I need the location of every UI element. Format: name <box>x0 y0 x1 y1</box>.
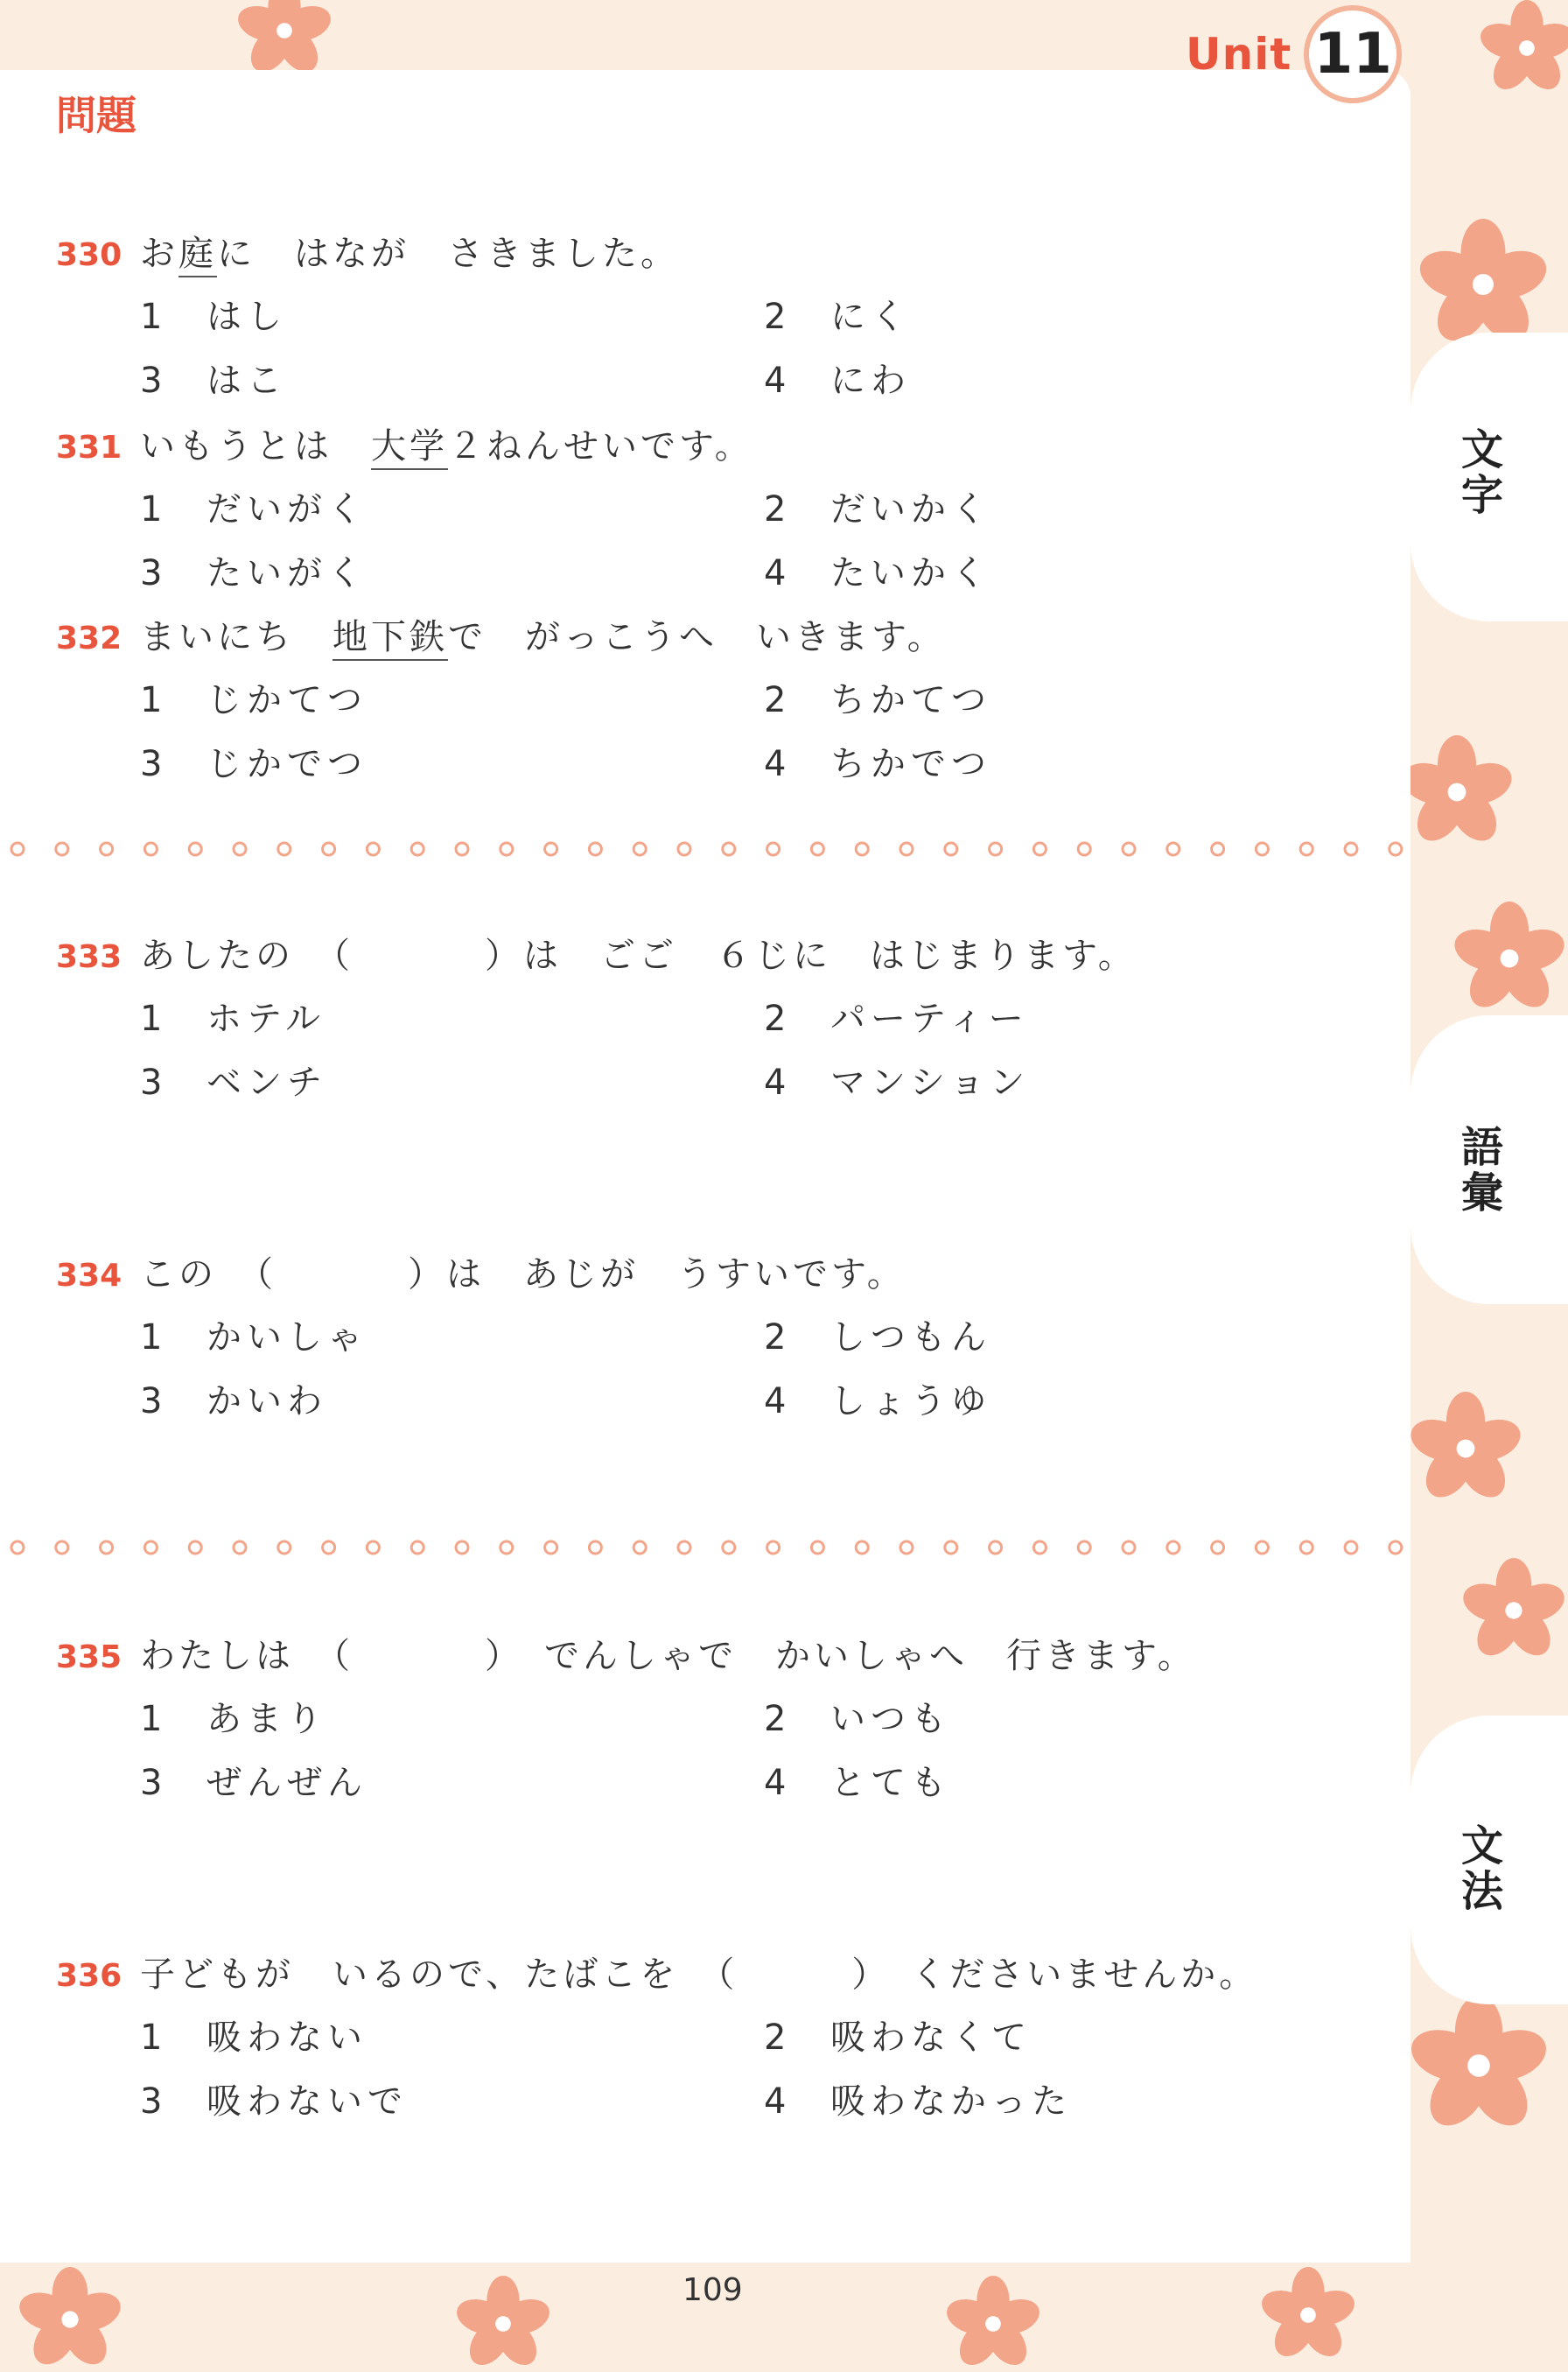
option-4[interactable]: 4 吸わなかった <box>764 2081 1072 2122</box>
option-3[interactable]: 3 じかでつ <box>140 744 368 784</box>
question-number: 333 <box>56 939 122 975</box>
option-1[interactable]: 1 はし <box>140 297 287 337</box>
dotted-divider <box>9 1537 1409 1558</box>
options-331 <box>140 481 1278 609</box>
option-2[interactable]: 2 ちかてつ <box>764 680 991 720</box>
question-stem: お庭に はなが さきました。 <box>140 234 679 277</box>
question-number: 330 <box>56 237 122 273</box>
question-number: 334 <box>56 1258 122 1294</box>
option-1[interactable]: 1 かいしゃ <box>140 1317 368 1358</box>
option-4[interactable]: 4 たいかく <box>764 553 991 593</box>
option-1[interactable]: 1 じかてつ <box>140 680 368 720</box>
question-333 <box>56 928 1137 978</box>
question-335 <box>56 1628 1196 1678</box>
question-stem: この （ ）は あじが うすいです。 <box>140 1254 906 1295</box>
option-2[interactable]: 2 パーティー <box>764 999 1029 1039</box>
question-number: 336 <box>56 1958 122 1994</box>
option-2[interactable]: 2 だいかく <box>764 489 991 530</box>
option-2[interactable]: 2 しつもん <box>764 1317 991 1358</box>
question-330 <box>56 226 679 276</box>
unit-badge <box>1186 7 1402 102</box>
option-2[interactable]: 2 吸わなくて <box>764 2018 1032 2058</box>
sakura-flower-icon <box>1452 902 1566 1015</box>
sakura-flower-icon <box>1260 2267 1356 2363</box>
sakura-flower-icon <box>1400 735 1514 849</box>
option-4[interactable]: 4 とても <box>764 1763 951 1803</box>
side-label-goi: 語彙 <box>1460 1123 1503 1218</box>
option-1[interactable]: 1 だいがく <box>140 489 368 530</box>
sakura-flower-icon <box>1409 1996 1549 2136</box>
question-stem: 子どもが いるので、たばこを （ ） くださいませんか。 <box>140 1954 1258 1995</box>
sakura-flower-icon <box>18 2267 122 2372</box>
question-stem: わたしは （ ） でんしゃで かいしゃへ 行きます。 <box>140 1636 1196 1676</box>
options-335 <box>140 1691 1278 1819</box>
options-330 <box>140 289 1278 417</box>
unit-label: Unit <box>1186 29 1292 80</box>
options-336 <box>140 2010 1278 2137</box>
option-2[interactable]: 2 にく <box>764 297 911 337</box>
question-number: 335 <box>56 1639 122 1675</box>
question-stem: いもうとは 大学２ねんせいです。 <box>140 426 753 470</box>
option-4[interactable]: 4 にわ <box>764 361 911 401</box>
underlined-word: 大学 <box>371 426 448 470</box>
option-1[interactable]: 1 あまり <box>140 1699 327 1739</box>
option-3[interactable]: 3 はこ <box>140 361 287 401</box>
side-label-moji: 文字 <box>1460 425 1503 520</box>
question-332 <box>56 609 946 659</box>
option-3[interactable]: 3 吸わないで <box>140 2081 408 2122</box>
option-3[interactable]: 3 かいわ <box>140 1381 327 1421</box>
question-stem: まいにち 地下鉄で がっこうへ いきます。 <box>140 617 946 661</box>
question-number: 332 <box>56 621 122 656</box>
sakura-flower-icon <box>1461 1558 1566 1663</box>
question-331 <box>56 418 753 468</box>
underlined-word: 地下鉄 <box>332 617 448 661</box>
unit-number: 11 <box>1304 5 1402 103</box>
option-3[interactable]: 3 ベンチ <box>140 1063 327 1103</box>
side-label-bunpou: 文法 <box>1460 1821 1503 1916</box>
question-334 <box>56 1246 906 1296</box>
question-stem: あしたの （ ）は ごご ６じに はじまります。 <box>140 936 1137 976</box>
options-332 <box>140 672 1278 800</box>
option-3[interactable]: 3 ぜんぜん <box>140 1763 368 1803</box>
option-2[interactable]: 2 いつも <box>764 1699 951 1739</box>
section-title: 問題 <box>56 92 136 139</box>
sakura-flower-icon <box>945 2276 1041 2372</box>
question-number: 331 <box>56 430 122 466</box>
options-333 <box>140 991 1278 1119</box>
option-4[interactable]: 4 しょうゆ <box>764 1381 991 1421</box>
dotted-divider <box>9 839 1409 860</box>
option-4[interactable]: 4 マンション <box>764 1063 1031 1103</box>
option-1[interactable]: 1 ホテル <box>140 999 326 1039</box>
option-4[interactable]: 4 ちかでつ <box>764 744 991 784</box>
options-334 <box>140 1309 1278 1437</box>
question-336 <box>56 1947 1257 1997</box>
sakura-flower-icon <box>1479 0 1568 96</box>
sakura-flower-icon <box>236 0 332 79</box>
option-1[interactable]: 1 吸わない <box>140 2018 368 2058</box>
sakura-flower-icon <box>455 2276 551 2372</box>
sakura-flower-icon <box>1409 1392 1522 1505</box>
sakura-flower-icon <box>1418 219 1549 350</box>
underlined-word: 庭 <box>178 234 217 277</box>
option-3[interactable]: 3 たいがく <box>140 553 368 593</box>
page-number: 109 <box>682 2272 743 2308</box>
